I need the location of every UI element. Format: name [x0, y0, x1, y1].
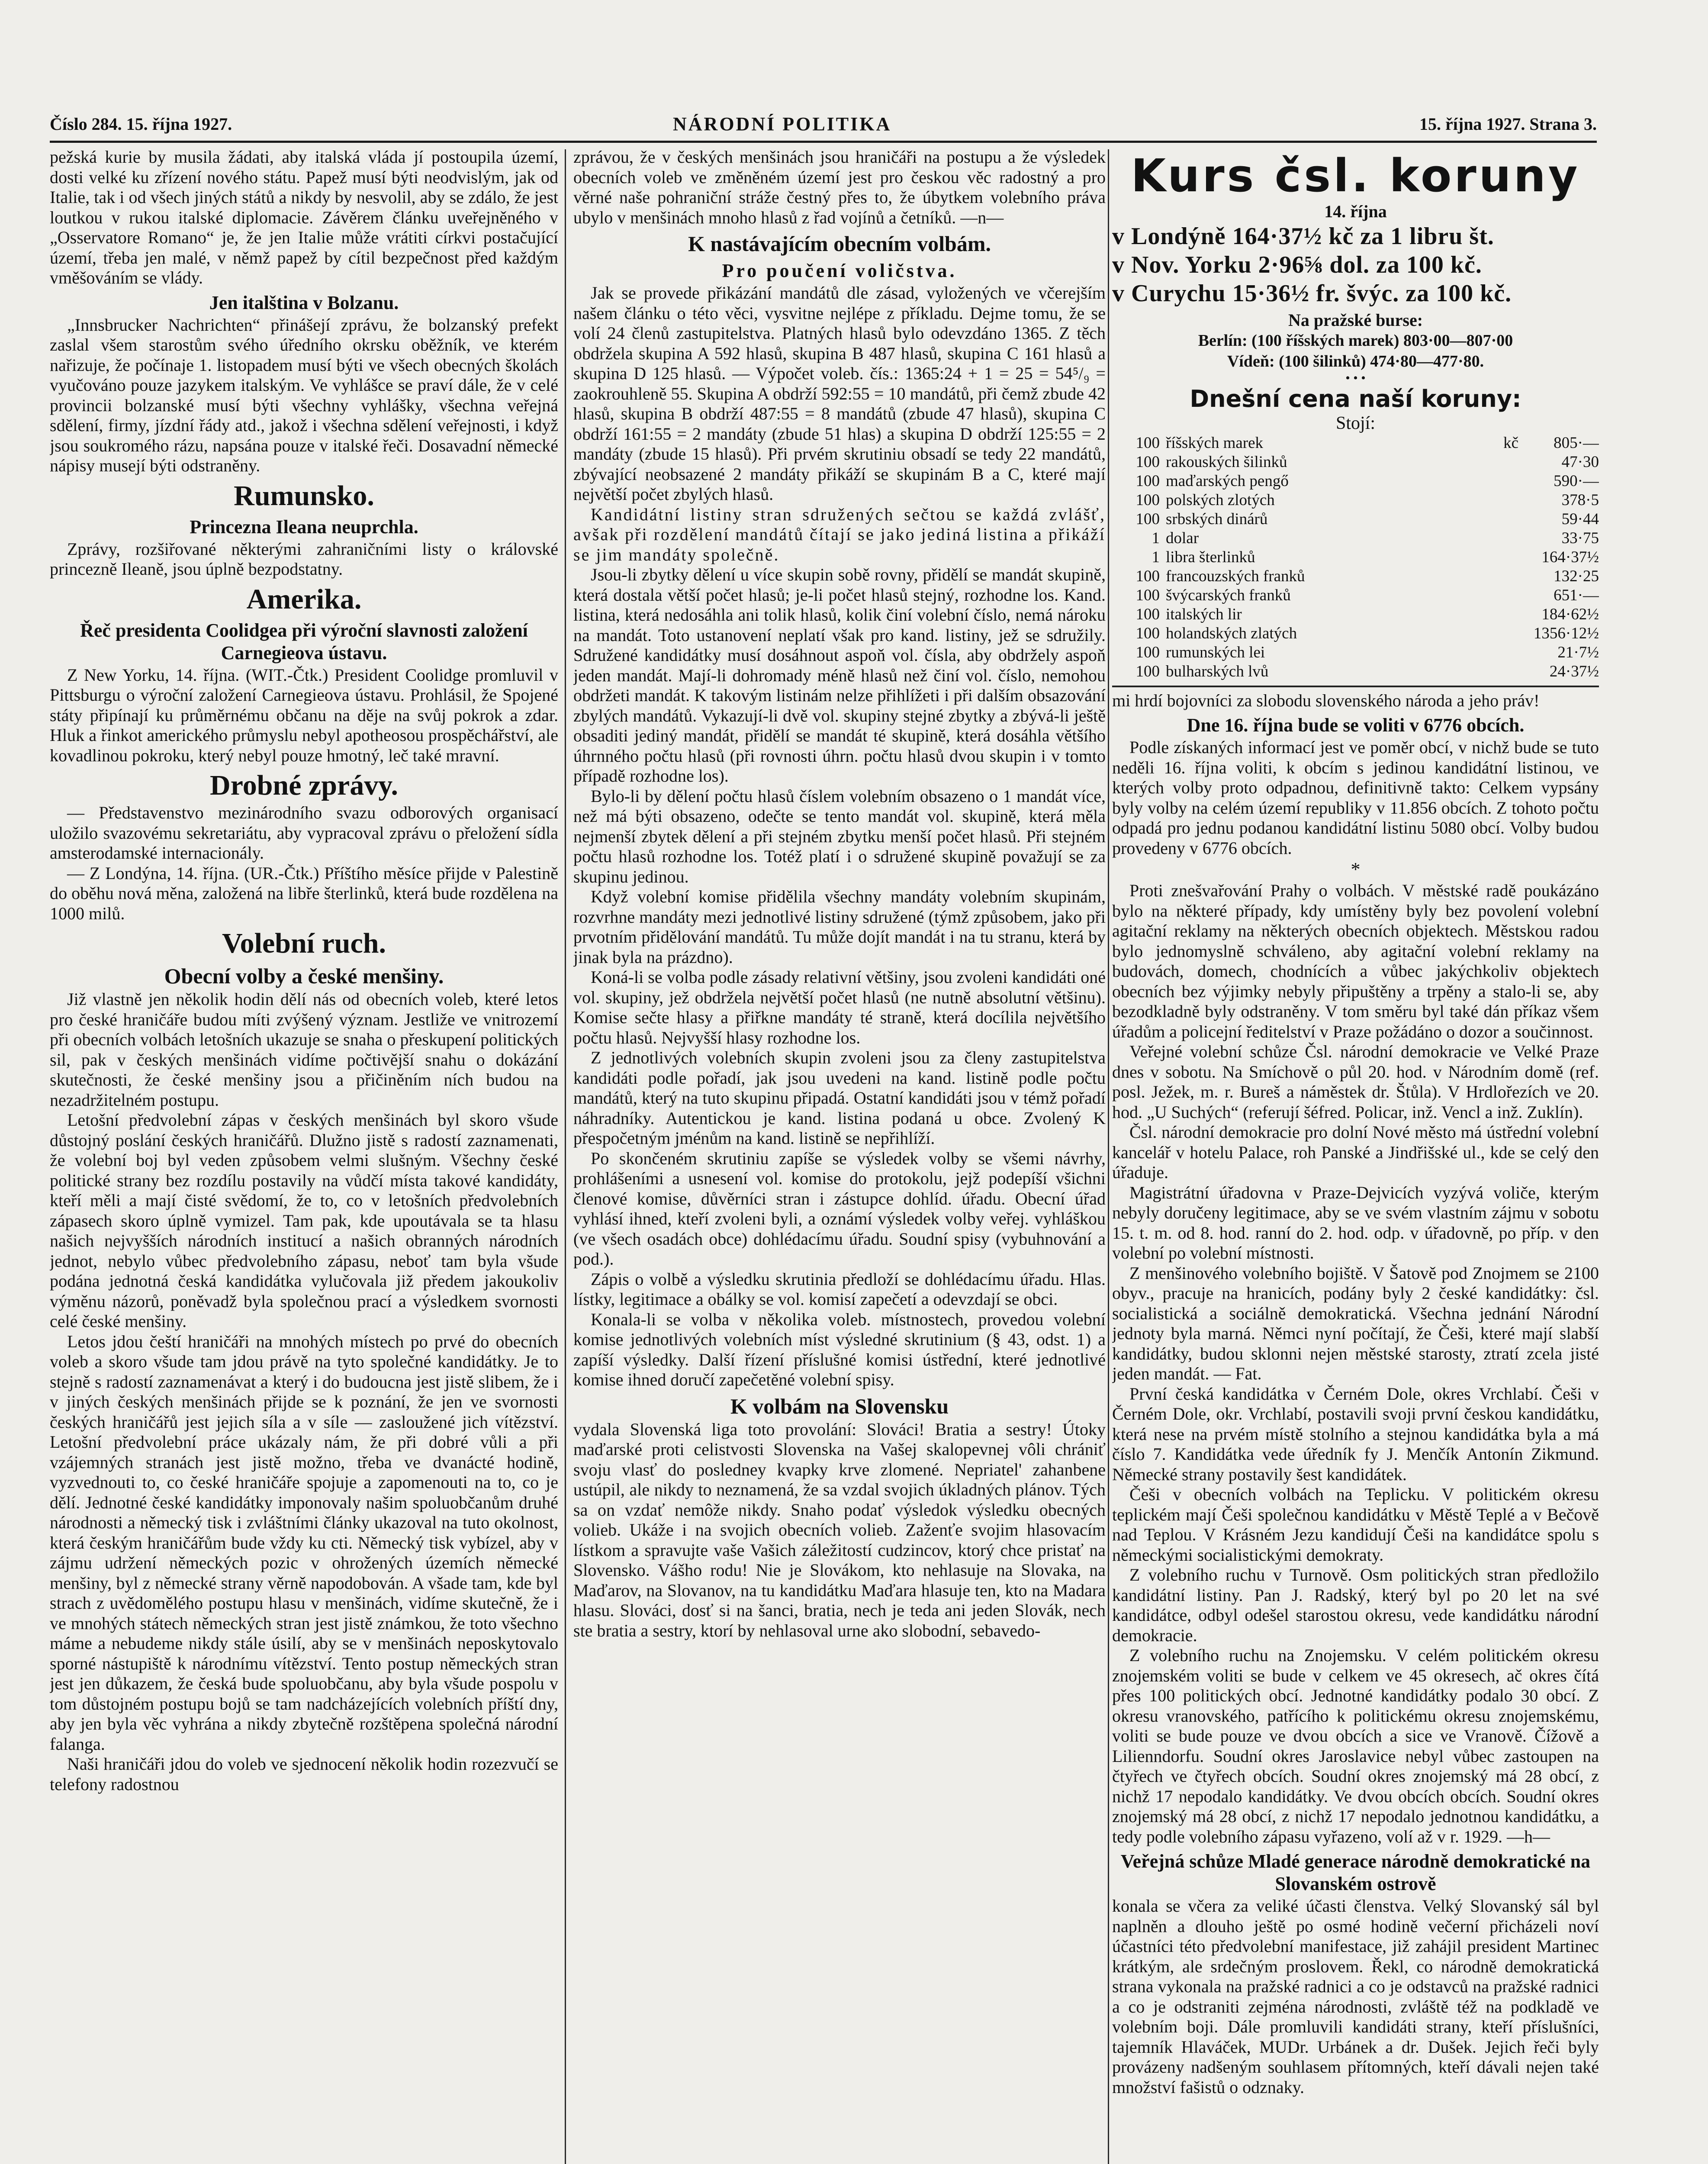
currency-value: 33·75	[1561, 529, 1599, 547]
currency-row	[1112, 453, 1599, 472]
currency-name: maďarských pengő	[1166, 472, 1289, 490]
currency-quantity: 100	[1135, 605, 1160, 623]
headline: Obecní volby a české menšiny.	[164, 964, 444, 988]
rate-vienna: Vídeň: (100 šilinků) 474·80—477·80.	[1227, 352, 1484, 370]
currency-value: 590·—	[1554, 472, 1599, 490]
currency-table	[1112, 434, 1599, 681]
page-header	[50, 110, 1597, 143]
headline: Dne 16. října bude se voliti v 6776 obcích.	[1187, 715, 1525, 736]
article-text: Zápis o volbě a výsledku skrutinia předloží se dohlédacímu úřadu. Hlas. lístky, legitimace a obálky se vol. komisí zapečetí a odevzdají se obci.	[573, 1269, 1106, 1309]
article-text: Podle získaných informací jest ve poměr obcí, v nichž bude se tuto neděli 16. října voliti, k obcím s jedinou kandidátní listinou, ve kterých volby proto odpadnou, definitivně takto: Celkem vypsány byly volby na celém území republiky v 11.856 obcích. Z tohoto počtu odpadá pro jednu podanou kandidátní listinu 5080 obcí. Volby budou provedeny v 6776 obcích.	[1112, 737, 1599, 858]
article-text: Bylo-li by dělení počtu hlasů číslem volebním obsazeno o 1 mandát více, než má býti obsazeno, odečte se tento mandát vol. skupině, která měla nejmenší zbytek dělení a při stejném zbytku menší počet hlasů. Při stejném počtu hlasů rozhodne los. Totéž platí i o sdružené skupině považují se za skupinu jedinou.	[573, 786, 1106, 886]
headline: Řeč presidenta Coolidgea při výroční slavnosti založení Carnegieova ústavu.	[80, 619, 528, 663]
article-text: Magistrátní úřadovna v Praze-Dejvicích vyzývá voliče, kterým nebyly doručeny legitimace, aby se ve svém vlastním zájmu v sobotu 15. t. m. od 8. hod. ranní do 2. hod. odp. v úřadovně, po příp. v den volební po volební místnosti.	[1112, 1182, 1599, 1262]
article-text: zprávou, že v českých menšinách jsou hraničáři na postupu a že výsledek obecních voleb ve změněném území jest pro českou věc radostný a pro věrné naše pohraniční stráže čestný přes to, že úbytkem volebního práva ubylo v menšinách mnoho hlasů z řad vojínů a četníků. —n—	[573, 147, 1106, 227]
currency-value: 184·62½	[1541, 605, 1599, 623]
article-text: Proti znešvařování Prahy o volbách. V městské radě poukázáno bylo na některé případy, kdy umístěny byly bez povolení volební agitační reklamy na některých obecních objektech. Městskou radou bylo jednomyslně schváleno, aby agitační volební reklamy na budovách, domech, chodnících a vůbec jakýchkoliv objektech obecních bez výjimky nebyly připuštěny a trpěny a stalo-li se, aby bezodkladně byly odstraněny. V tom směru byl také dán příkaz všem úřadům a policejní ředitelství v Praze požádáno o dozor a součinnost.	[1112, 881, 1599, 1041]
subheadline: Pro poučení voličstva.	[722, 260, 957, 281]
article-text: Již vlastně jen několik hodin dělí nás od obecních voleb, které letos pro české hraničáře budou míti zvýšený význam. Jestliže ve vnitrozemí při obecních volbách letošních ukazuje se snaha o přeskupení politických sil, pak v českých menšinách vidíme počtivější snahu o dokázání skutečnosti, že české menšiny jsou a přičiněním ních budou na nezadržitelném postupu.	[50, 989, 558, 1110]
divider	[1112, 686, 1599, 687]
currency-quantity: 100	[1135, 453, 1160, 471]
rate-berlin: Berlín: (100 říšských marek) 803·00—807·00	[1198, 332, 1513, 350]
currency-row	[1112, 567, 1599, 586]
currency-unit	[1462, 510, 1525, 529]
headline: Princezna Ileana neuprchla.	[190, 516, 418, 538]
exchange-rate-title: Kurs čsl. koruny	[1131, 149, 1580, 202]
section-heading: Drobné zprávy.	[209, 770, 399, 801]
currency-value: 805·—	[1554, 434, 1599, 452]
article-text: Z New Yorku, 14. října. (WIT.-Čtk.) President Coolidge promluvil v Pittsburgu o výroční založení Carnegieova ústavu. Prohlásil, že Spojené státy připínají ku průměrnému občanu na děje na svůj pokrok a zdar. Hluk a řinkot amerického průmyslu nebyl apotheosou prospěchářství, ale kovadlinou pokroku, který nebyl pouze hmotný, leč také mravní.	[50, 665, 558, 765]
article-text: Češi v obecních volbách na Teplicku. V politickém okresu teplickém mají Češi společnou kandidátku v Městě Teplé a v Bečově nad Teplou. V Krásném Jezu kandidují Češi na kandidátce spolu s německými socialistickými demokraty.	[1112, 1485, 1599, 1565]
currency-unit	[1462, 586, 1525, 605]
currency-name: libra šterlinků	[1166, 548, 1255, 566]
column-divider	[565, 149, 566, 2164]
article-text: Letos jdou čeští hraničáři na mnohých místech po prvé do obecních voleb a skoro všude tam jdou právě na tyto společné kandidátky. Je to stejně s radostí zaznamenávat a který i do budoucna jest jistě slibem, že i v jiných českých menšinách přijde se k poznání, že jen ve svornosti českých hraničářů jest jejich síla a v síle — zasloužené jich vítězství. Letošní předvolební práce ukázaly nám, že při dobré vůli a při vzájemných stranách jest jistě možno, třeba ve dvanácté hodině, vyzvednouti to, co české hraničáře spojuje a zapomenouti na to, co je dělí. Jednotné české kandidátky imponovaly našim spoluobčanům druhé národnosti a německý tisk i zvláštními články ukazoval na tuto okolnost, která českým hraničářům bude vždy ku cti. Německý tisk vybízel, aby v zájmu udržení německých pozic v ohrožených územích německé menšiny, byl z německé strany věrně napodobován. A všade tam, kde byl strach z uvědomělého postupu hlasu v menšinách, vidíme skutečně, že i ve mnohých státech německých stran jest jistě známkou, že toto všechno máme a nebudeme nikdy stále úsilí, aby se v menšinách neposkytovalo sporné nástupiště k národnímu vítězství. Tento postup německých stran jest jen důkazem, že česká bude spoluobčanu, aby byla všude pospolu v tom důstojném postupu bojů se tam nadcházejících volebních příští dny, aby jen byla věc vyhrána a nikdy zbytečně rozštěpena společná národní falanga.	[50, 1331, 558, 1754]
currency-row	[1112, 491, 1599, 510]
currency-quantity: 100	[1135, 624, 1160, 642]
currency-quantity: 100	[1135, 510, 1160, 528]
currency-quantity: 100	[1135, 491, 1160, 509]
currency-name: rumunských lei	[1166, 643, 1265, 661]
currency-unit	[1462, 662, 1525, 681]
currency-row	[1112, 643, 1599, 662]
currency-value: 1356·12½	[1533, 624, 1599, 642]
currency-quantity: 100	[1135, 567, 1160, 585]
section-heading: Volební ruch.	[222, 927, 386, 959]
currency-unit	[1462, 472, 1525, 491]
currency-row	[1112, 472, 1599, 491]
currency-unit	[1462, 491, 1525, 510]
currency-unit	[1462, 548, 1525, 567]
article-text: Jsou-li zbytky dělení u více skupin sobě rovny, přidělí se mandát skupině, která dostala větší počet hlasů; je-li počet hlasů stejný, rozhodne los. Kand. listina, která nedosáhla ani tolik hlasů, kolik činí volební číslo, nemá nároku na mandát. Toto ustanovení neplatí však pro kand. listiny, jež se sdružily. Sdružené kandidátky musí dosáhnout aspoň vol. čísla, aby obdržely aspoň jeden mandát. Mají-li dohromady méně hlasů než činí vol. číslo, nemohou obdržeti mandát. K takovým listinám nelze přihlížeti i při dalším obsazování zbylých mandátů. Vykazují-li dvě vol. skupiny stejné zbytky a zbývá-li ještě obsaditi jediný mandát, přidělí se mandát té skupině, která dosáhla většího úhrnného počtu hlasů (při rovnosti úhrn. počtu hlasů dvou skupin i v tomto případě rozhodne los).	[573, 565, 1106, 786]
column-1	[50, 147, 558, 2164]
rate-london: v Londýně 164·37½ kč za 1 libru št.	[1112, 222, 1494, 250]
currency-quantity: 1	[1152, 548, 1160, 566]
currency-name: italských lir	[1166, 605, 1242, 623]
currency-row	[1112, 510, 1599, 529]
currency-name: říšských marek	[1166, 434, 1264, 452]
koruna-price-title: Dnešní cena naší koruny:	[1190, 385, 1521, 412]
article-text: Jak se provede přikázání mandátů dle zásad, vyložených ve včerejším našem článku o této věci, vysvitne nejlépe z příkladu. Dejme tomu, že se volí 24 členů zastupitelstva. Platných hlasů bylo odevzdáno 1365. Z těch obdržela skupina A 592 hlasů, skupina B 487 hlasů, skupina C 161 hlasů a skupina D 125 hlasů. — Výpočet voleb. čís.: 1365:24 + 1 = 25 = 54⁵/₉ = zaokrouhleně 55. Skupina A obdrží 592:55 = 10 mandátů, při čemž zbude 42 hlasů, skupina B obdrží 487:55 = 8 mandátů (zbude 47 hlasů), skupina C obdrží 161:55 = 2 mandáty (zbude 51 hlas) a skupina D obdrží 125:55 = 2 mandáty (zbude 15 hlasů). Při prvém skrutiniu obsadí se tedy 22 mandátů, zbývající neobsazené 2 mandáty přikáží se skupinám B a C, které mají největší počet zbylých hlasů.	[573, 283, 1106, 504]
currency-row	[1112, 529, 1599, 548]
page-number: 15. října 1927. Strana 3.	[1419, 114, 1597, 134]
article-text: Kandidátní listiny stran sdružených sečtou se každá zvlášť, avšak při rozdělení mandátů čítají se jako jediná listina a přikáží se jim mandáty společně.	[573, 504, 1106, 564]
currency-quantity: 100	[1135, 586, 1160, 604]
currency-value: 378·5	[1561, 491, 1599, 509]
currency-quantity: 100	[1135, 434, 1160, 452]
rate-zurich: v Curychu 15·36½ fr. švýc. za 100 kč.	[1112, 280, 1512, 307]
rate-new-york: v Nov. Yorku 2·96⅝ dol. za 100 kč.	[1112, 251, 1482, 278]
article-text: Když volební komise přidělila všechny mandáty volebním skupinám, rozvrhne mandáty mezi jednotlivé listiny sdružené (týmž způsobem, jako při prvotním přidělování mandátů. Tu může dojít mandát i na tu stranu, která by jinak byla na prázdno).	[573, 887, 1106, 967]
currency-value: 164·37½	[1541, 548, 1599, 566]
headline: K nastávajícím obecním volbám.	[688, 232, 991, 256]
article-text: Po skončeném skrutiniu zapíše se výsledek volby se všemi návrhy, prohlášeními a usnesení vol. komise do protokolu, jejž podepíší všichni členové komise, důvěrníci stran i zástupce dohlíd. úřadu. Obecní úřad vyhlásí ihned, kteří zvoleni byli, a oznámí výsledek volby veřej. vyhláškou (ve všech osadách obce) dohlédacímu úřadu. Soudní spisy (vybuhnování a pod.).	[573, 1148, 1106, 1269]
currency-row	[1112, 548, 1599, 567]
article-text: Veřejné volební schůze Čsl. národní demokracie ve Velké Praze dnes v sobotu. Na Smíchově o půl 20. hod. v Národním domě (ref. posl. Ježek, m. r. Bureš a náměstek dr. Štůla). V Hrdlořezích ve 20. hod. „U Suchých“ (referují šéfred. Policar, inž. Vencl a inž. Zuklín).	[1112, 1042, 1599, 1122]
currency-unit	[1462, 529, 1525, 548]
currency-unit	[1462, 605, 1525, 624]
article-text: Zprávy, rozšiřované některými zahraničními listy o královské princezně Ileaně, jsou úplně bezpodstatny.	[50, 539, 558, 579]
article-text: vydala Slovenská liga toto provolání: Slováci! Bratia a sestry! Útoky maďarské proti celistvosti Slovenska na Vašej skalopevnej vôli chrániť svoju vlasť do posledney kvapky krve zlomené. Nepriatel' zahanbene ustúpil, ale nikdy to neznamená, že sa vzdal svojich úkladných plánov. Tých sa on vzdať nemôže nikdy. Snaho podať výsledok výsledku obecných volieb. Ukáže i na svojich obecních volieb. Zaženťe svojim hlasovacím lístkom a spravujte vaše Vašich záležitostí cudzincov, ktorý chce pristať na Slovensko. Vášho rodu! Nie je Slovákom, kto nehlasuje na Slovaka, na Maďarov, na Slovanov, na tu kandidátku Maďara hlasuje ten, kto na Madara hlasu. Slováci, dosť si na šanci, bratia, nech je teda ani jeden Slovák, nech ste bratia a sestry, ktorí by nehlasoval urne ako slobodní, sebavedo-	[573, 1419, 1106, 1640]
currency-unit	[1462, 624, 1525, 643]
article-text: Z volebního ruchu v Turnově. Osm politických stran předložilo kandidátní listiny. Pan J. Radský, který byl po 20 let na své kandidátce, odbyl odešel starostou okresu, vede kandidátku národní demokracie.	[1112, 1565, 1599, 1645]
article-text: — Představenstvo mezinárodního svazu odborových organisací uložilo svazovému sekretariátu, aby vypracoval zprávu o přeložení sídla amsterodamské internacionály.	[50, 803, 558, 863]
column-divider	[1108, 149, 1109, 2164]
headline: K volbám na Slovensku	[730, 1394, 949, 1418]
currency-row	[1112, 662, 1599, 681]
currency-quantity: 1	[1152, 529, 1160, 547]
article-text: mi hrdí bojovníci za slobodu slovenského národa a jeho práv!	[1112, 690, 1540, 710]
exchange-rate-date: 14. října	[1324, 202, 1387, 221]
currency-name: srbských dinárů	[1166, 510, 1268, 528]
article-text: konala se včera za veliké účasti členstva. Velký Slovanský sál byl naplněn a dlouho ještě po osmé hodině večerní přicházeli noví účastníci této předvolební manifestace, již zahájil president Martinec krátkým, ale srdečným proslovem. Řekl, co národně demokratická strana vykonala na pražské radnici a co je odstavců na pražské radnici a co je odstraniti zejména národnosti, zvláště též na podkladě ve volebním boji. Dále promluvili kandidáti strany, kteří příslušníci, tajemník Hlaváček, MUDr. Urbánek a dr. Dušek. Jejich řeči byly provázeny nadšeným souhlasem přítomných, kteří dávali nejen také množství fašistů o odznaky.	[1112, 1896, 1599, 2097]
article-text: pežská kurie by musila žádati, aby italská vláda jí postoupila území, dosti velké ku zřízení nového státu. Papež musí býti neodvislým, jak od Italie, tak i od všech jiných států a nikdy by nesvolil, aby se zdálo, že jest loutkou v rukou italské diplomacie. Závěrem článku uveřejněného v „Osservatore Romano“ je, že jen Italie může vrátiti církvi postačující území, třeba jen malé, v němž papež by cítil bezpečnost před každým vměšováním se vlády.	[50, 147, 558, 287]
currency-name: holandských zlatých	[1166, 624, 1297, 642]
currency-name: rakouských šilinků	[1166, 453, 1287, 471]
currency-value: 132·25	[1554, 567, 1599, 585]
masthead-title: NÁRODNÍ POLITIKA	[673, 113, 892, 135]
article-text: Konala-li se volba v několika voleb. místnostech, provedou volební komise jednotlivých volebních míst výsledné skrutinium (§ 43, odst. 1) a zapíší výsledky. Další řízení příslušné komisi ústřední, které jednotlivé komise ihned doručí zapečetěné volební spisy.	[573, 1309, 1106, 1389]
exchange-subtitle: Na pražské burse:	[1288, 310, 1423, 330]
article-text: Čsl. národní demokracie pro dolní Nové město má ústřední volební kancelář v hotelu Palace, roh Panské a Jindřišské ul., kde se celý den úřaduje.	[1112, 1122, 1599, 1182]
article-text: Naši hraničáři jdou do voleb ve sjednocení několik hodin rozezvučí se telefony radostnou	[50, 1754, 558, 1794]
currency-name: polských zlotých	[1166, 491, 1275, 509]
ornament: • • •	[1345, 371, 1366, 385]
column-3	[1112, 147, 1599, 2164]
currency-unit	[1462, 567, 1525, 586]
issue-number: Číslo 284. 15. října 1927.	[50, 114, 232, 134]
article-text: Koná-li se volba podle zásady relativní většiny, jsou zvoleni kandidáti oné vol. skupiny, jež obdržela největší počet hlasů (ne nutně absolutní většinu). Komise sečte hlasy a přiřkne mandáty té straně, která docílila největšího počtu hlasů. Nejvyšší hlasy rozhodne los.	[573, 967, 1106, 1047]
currency-value: 651·—	[1554, 586, 1599, 604]
currency-value: 24·37½	[1549, 662, 1599, 680]
article-text: Letošní předvolební zápas v českých menšinách byl skoro všude důstojný poslání českých hraničářů. Dlužno jistě s radostí zaznamenati, že volební boj byl veden způsobem velmi slušným. Všechny české politické strany bez rozdílu postavily na vůdčí místa takové kandidáty, kteří měli a mají čisté svědomí, že to, co v letošních předvolebních zápasech skoro úplně vymizel. Tam pak, kde upoutávala se ta hlasu našich nejvyšších národních institucí a našich obranných národních jednot, nebylo vůbec předvolebního zápasu, neboť tam byla všude podána jednotná česká kandidátka vylučovala již předem jakoukoliv výměnu názorů, poněvadž byla společnou prací a výsledkem svornosti celé české menšiny.	[50, 1110, 558, 1331]
currency-unit	[1462, 643, 1525, 662]
currency-row	[1112, 605, 1599, 624]
currency-row	[1112, 586, 1599, 605]
currency-value: 59·44	[1561, 510, 1599, 528]
currency-unit	[1462, 453, 1525, 472]
currency-quantity: 100	[1135, 472, 1160, 490]
currency-unit: kč	[1503, 434, 1518, 452]
article-text: Z menšinového volebního bojiště. V Šatově pod Znojmem se 2100 obyv., pracuje na hranicích, podány byly 2 české kandidátky: čsl. socialistická a sociálně demokratická. Všechna jednání Národní jednoty byla marná. Němci nyní počítají, že Češi, které mají slabší kandidátky, budou sklonni nejen městské starosty, ztratí zcela jisté jeden mandát. — Fat.	[1112, 1263, 1599, 1383]
column-2	[573, 147, 1106, 2164]
article-text: Z jednotlivých volebních skupin zvoleni jsou za členy zastupitelstva kandidáti podle pořadí, jak jsou uvedeni na kand. listině podle počtu mandátů, který na tuto skupinu připadá. Ostatní kandidáti jsou v témž pořadí náhradníky. Autentickou je kand. listina podaná u obce. Zvolený K přespočetným jménům na kand. listině se nepřihlíží.	[573, 1048, 1106, 1148]
currency-name: švýcarských franků	[1166, 586, 1291, 604]
section-heading: Amerika.	[246, 583, 362, 615]
currency-name: bulharských lvů	[1166, 662, 1269, 680]
headline: Jen italština v Bolzanu.	[209, 292, 399, 313]
separator-star: *	[1351, 859, 1361, 880]
article-text: První česká kandidátka v Černém Dole, okres Vrchlabí. Češi v Černém Dole, okr. Vrchlabí, postavili svoji první českou kandidátku, která nese na prvém místě stolního a stejnou kandidátka byla a má číslo 7. Kandidátka vede úředník fy J. Menčík Antonín Zikmund. Německé strany postavily šest kandidátek.	[1112, 1384, 1599, 1484]
article-text: Z volebního ruchu na Znojemsku. V celém politickém okresu znojemském voliti se bude v celkem ve 45 okresech, ač okres čítá přes 100 politických obcí. Jednotné kandidátky podalo 30 obcí. Z okresu vranovského, patřícího k politickému okresu znojemskému, voliti se bude pouze ve dvou obcích a sice ve Vranově. Čížově a Lilienndorfu. Soudní okres Jaroslavice nebyl vůbec zastoupen na čtyřech ve čtyřech obcích. Soudní okres znojemský má 28 obcí, z nichž 17 nepodalo kandidátky. Ve dvou obcích obcích. Soudní okres znojemský má 28 obcí, z nichž 17 nepodalo jednotnou kandidátku, a tedy podle volebního zápasu vyřazeno, volí až v r. 1929. —h—	[1112, 1646, 1599, 1846]
currency-value: 21·7½	[1557, 643, 1599, 661]
table-caption: Stojí:	[1335, 413, 1376, 433]
currency-name: francouzských franků	[1166, 567, 1305, 585]
currency-row	[1112, 624, 1599, 643]
currency-quantity: 100	[1135, 643, 1160, 661]
currency-name: dolar	[1166, 529, 1199, 547]
headline: Veřejná schůze Mladé generace národně demokratické na Slovanském ostrově	[1120, 1851, 1591, 1894]
article-text: „Innsbrucker Nachrichten“ přinášejí zprávu, že bolzanský prefekt zaslal všem starostům svého úředního okrsku oběžník, ve kterém nařizuje, že počínaje 1. listopadem musí býti ve všech obecných školách vyučováno pouze jazykem italským. Ve vyhlášce se praví dále, že v celé provincii bolzanské musí býti všechny vyhlášky, všechna veřejná sdělení, firmy, jízdní řády atd., jakož i všechna sdělení veřejnosti, i když jsou soukromého rázu, napsána pouze v italské řeči. Dosavadní německé nápisy musejí býti odstraněny.	[50, 315, 558, 475]
currency-value: 47·30	[1561, 453, 1599, 471]
article-text: — Z Londýna, 14. října. (UR.-Čtk.) Příštího měsíce přijde v Palestině do oběhu nová měna, založená na libře šterlinků, která bude rozdělena na 1000 milů.	[50, 863, 558, 923]
section-heading: Rumunsko.	[234, 480, 374, 512]
currency-quantity: 100	[1135, 662, 1160, 680]
currency-row	[1112, 434, 1599, 453]
